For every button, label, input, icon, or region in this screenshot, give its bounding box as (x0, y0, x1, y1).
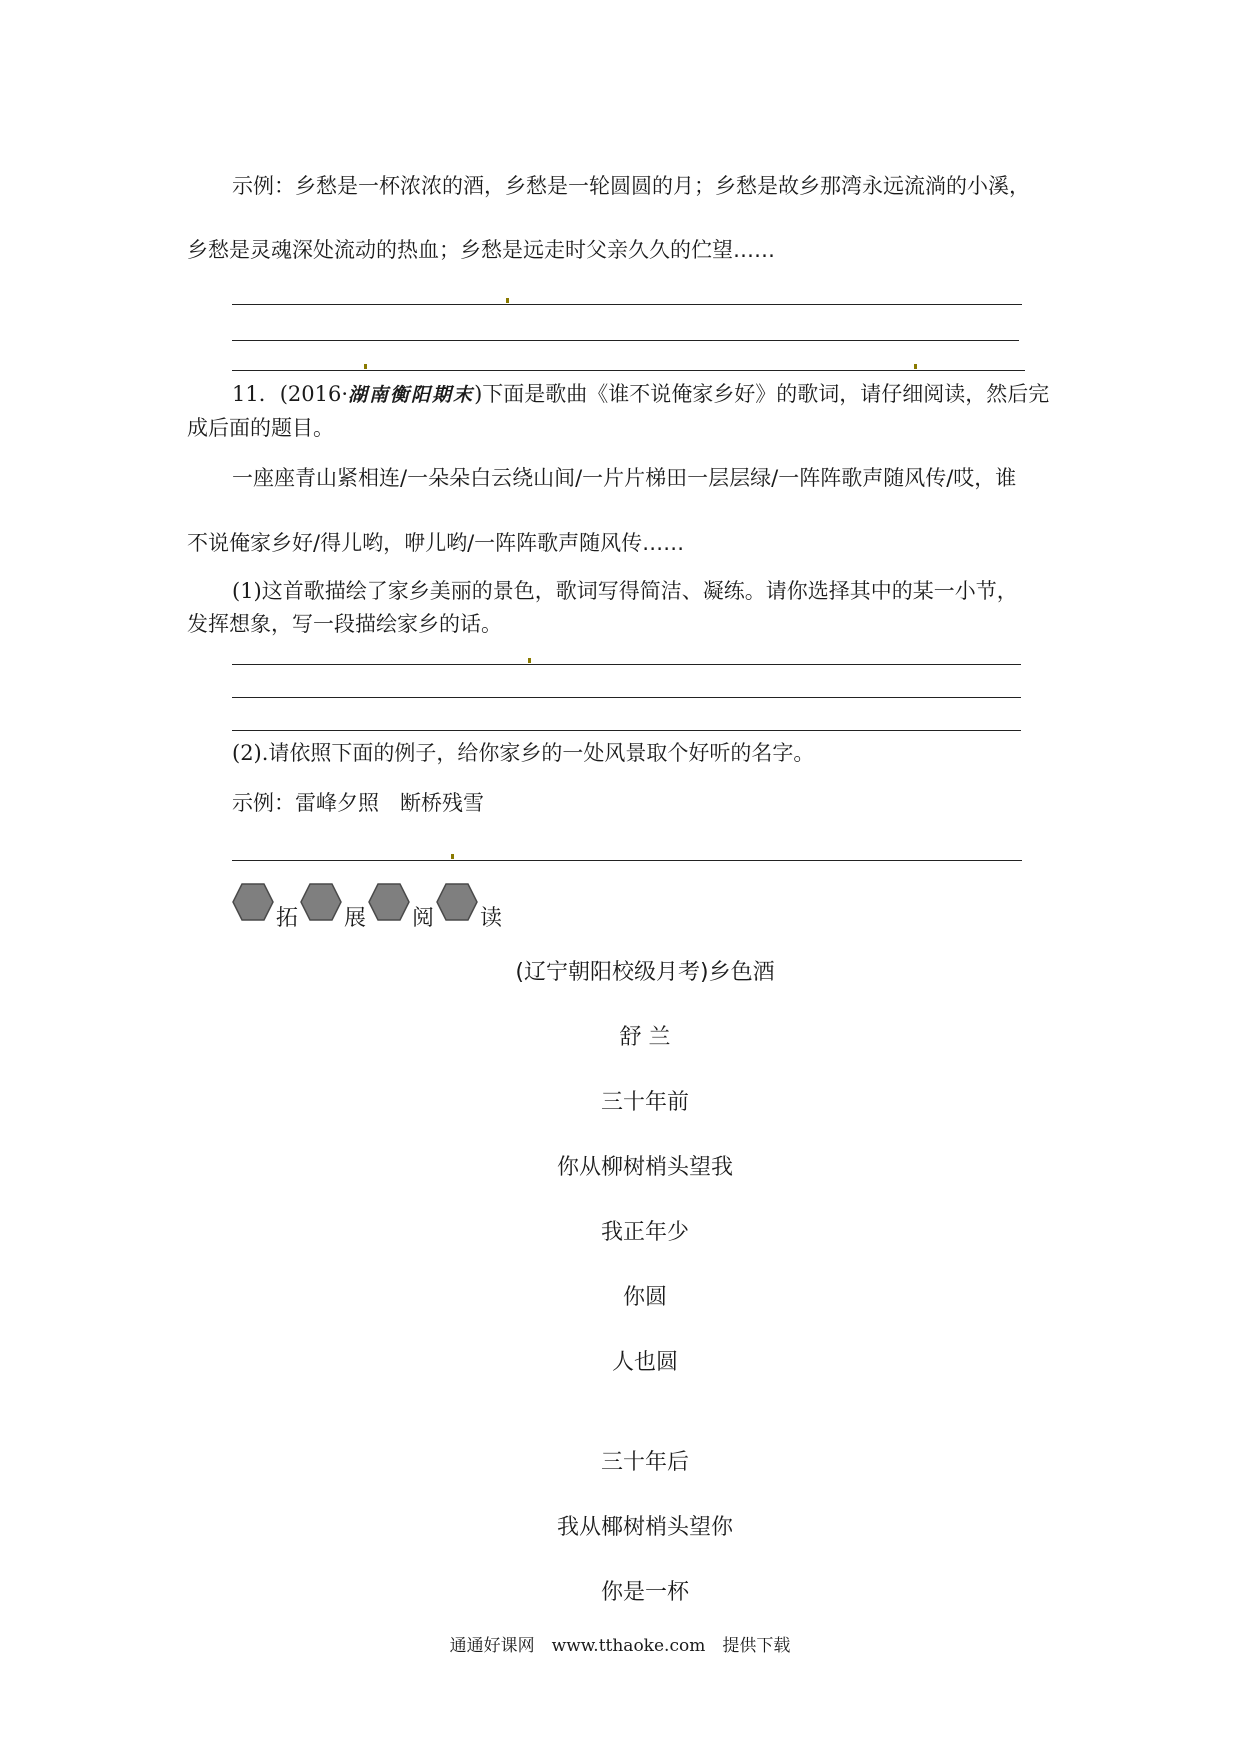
question-11-intro-line-2: 成后面的题目。 (187, 416, 334, 440)
sample-line-1: 示例：乡愁是一杯浓浓的酒，乡愁是一轮圆圆的月；乡愁是故乡那湾永远流淌的小溪， (232, 174, 1030, 198)
answer-line (232, 697, 1021, 698)
lyric-line-1: 一座座青山紧相连/一朵朵白云绕山间/一片片梯田一层层绿/一阵阵歌声随风传/哎，谁 (232, 466, 1017, 490)
tick-mark (451, 854, 454, 859)
tick-mark (528, 658, 531, 663)
poem-line: 我从椰树梢头望你 (556, 1515, 733, 1540)
question-intro-text: )下面是歌曲《谁不说俺家乡好》的歌词，请仔细阅读，然后完 (474, 382, 1050, 406)
hexagon-icon (232, 883, 274, 921)
tick-mark (506, 298, 509, 303)
poem-line: 你从柳树梢头望我 (556, 1155, 733, 1180)
poem-line: 三十年前 (600, 1090, 689, 1115)
subquestion-1-line-1: (1)这首歌描绘了家乡美丽的景色，歌词写得简洁、凝练。请你选择其中的某一小节， (232, 579, 1018, 603)
poem-line: 三十年后 (600, 1450, 689, 1475)
answer-line (232, 730, 1021, 731)
question-11-intro (232, 382, 1049, 407)
banner-char: 展 (344, 906, 367, 931)
tick-mark (364, 364, 367, 369)
poem-line: 你圆 (622, 1285, 667, 1310)
question-source: 湖南衡阳期末 (348, 384, 475, 406)
subquestion-2: (2).请依照下面的例子，给你家乡的一处风景取个好听的名字。 (232, 741, 815, 765)
banner-char: 拓 (276, 906, 299, 931)
hexagon-icon (368, 883, 410, 921)
hexagon-icon (300, 883, 342, 921)
banner-char: 读 (480, 906, 503, 931)
poem-line: 人也圆 (611, 1350, 678, 1375)
answer-line (232, 304, 1022, 305)
answer-line (232, 664, 1021, 665)
sample-line-2: 乡愁是灵魂深处流动的热血；乡愁是远走时父亲久久的伫望…… (187, 238, 775, 262)
answer-line (232, 370, 1025, 371)
subquestion-1-line-2: 发挥想象，写一段描绘家乡的话。 (187, 612, 502, 636)
tick-mark (914, 364, 917, 369)
lyric-line-2: 不说俺家乡好/得儿哟，咿儿哟/一阵阵歌声随风传…… (187, 531, 685, 555)
poem-line: 你是一杯 (600, 1580, 689, 1605)
poem-line: 我正年少 (600, 1220, 689, 1245)
page-footer: 通通好课网 www.tthaoke.com 提供下载 (449, 1636, 791, 1656)
banner-char: 阅 (412, 906, 435, 931)
reading-author: 舒 兰 (619, 1025, 671, 1050)
reading-title: (辽宁朝阳校级月考)乡色酒 (515, 960, 775, 985)
answer-line (232, 860, 1022, 861)
question-number: 11．(2016· (232, 382, 349, 406)
answer-line (232, 340, 1019, 341)
hexagon-icon (436, 883, 478, 921)
subquestion-2-example: 示例：雷峰夕照 断桥残雪 (232, 791, 484, 815)
